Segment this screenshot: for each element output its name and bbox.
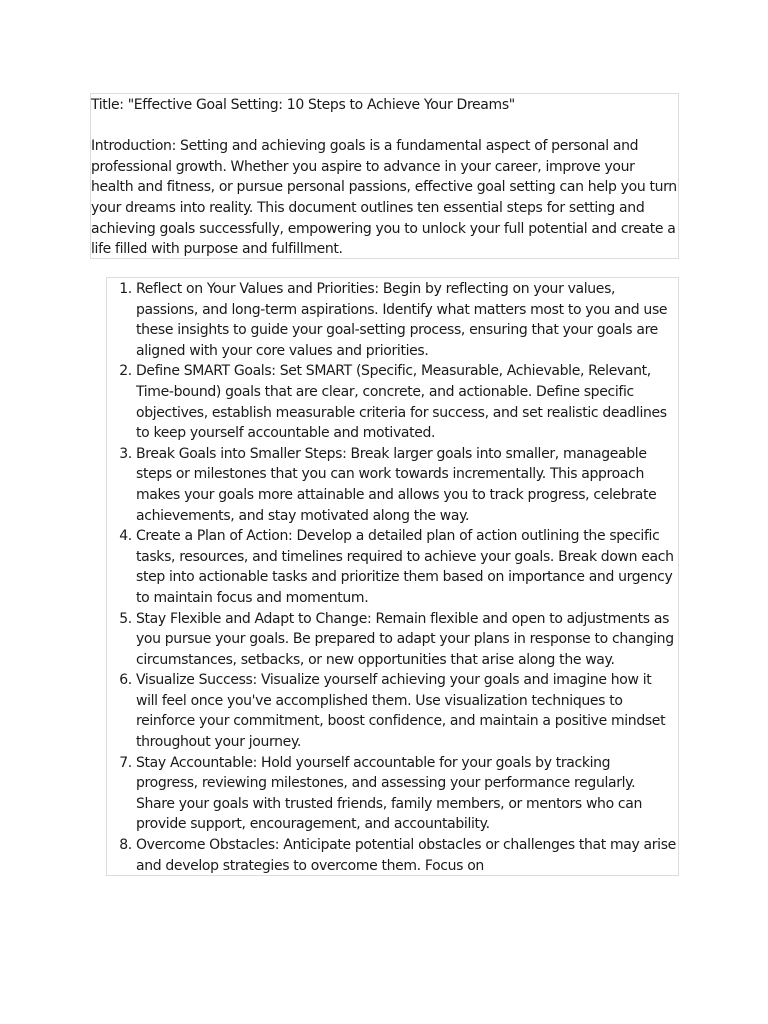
step-item-4: 4. Create a Plan of Action: Develop a detailed plan of action outlining the specific tasks, resources, and timelines required to achieve your goals. Break down each step into actionable tasks and prioritize them based on importance and urgency to maintain focus and momentum. <box>136 526 676 608</box>
document-title: Title: "Effective Goal Setting: 10 Steps to Achieve Your Dreams" <box>91 97 515 113</box>
paragraph-gap <box>91 116 678 137</box>
step-item-7: 7. Stay Accountable: Hold yourself accountable for your goals by tracking progress, reviewing milestones, and assessing your performance regularly. Share your goals with trusted friends, family members, or mentors who can provide support, encouragement, and accountability. <box>136 753 676 835</box>
step-item-2: 2. Define SMART Goals: Set SMART (Specific, Measurable, Achievable, Relevant, Time-bound) goals that are clear, concrete, and actionable. Define specific objectives, establish measurable criteria for success, and set realistic deadlines to keep yourself accountable and motivated. <box>136 361 676 443</box>
step-item-1: 1. Reflect on Your Values and Priorities: Begin by reflecting on your values, passions, and long-term aspirations. Identify what matters most to you and use these insights to guide your goal-setting process, ensuring that your goals are aligned with your core values and priorities. <box>136 279 676 361</box>
steps-list <box>107 279 676 876</box>
step-item-5: 5. Stay Flexible and Adapt to Change: Remain flexible and open to adjustments as you pursue your goals. Be prepared to adapt your plans in response to changing circumstances, setbacks, or new opportunities that arise along the way. <box>136 609 676 671</box>
step-item-8: 8. Overcome Obstacles: Anticipate potential obstacles or challenges that may arise and develop strategies to overcome them. Focus on <box>136 835 676 876</box>
step-item-6: 6. Visualize Success: Visualize yourself achieving your goals and imagine how it will feel once you've accomplished them. Use visualization techniques to reinforce your commitment, boost confidence, and maintain a positive mindset throughout your journey. <box>136 670 676 752</box>
step-item-3: 3. Break Goals into Smaller Steps: Break larger goals into smaller, manageable steps or milestones that you can work towards incrementally. This approach makes your goals more attainable and allows you to track progress, celebrate achievements, and stay motivated along the way. <box>136 444 676 526</box>
steps-text-block <box>106 277 679 876</box>
introduction-paragraph: Introduction: Setting and achieving goals is a fundamental aspect of personal and professional growth. Whether you aspire to advance in your career, improve your health and fitness, or pursue personal passions, effective goal setting can help you turn your dreams into reality. This document outlines ten essential steps for setting and achieving goals successfully, empowering you to unlock your full potential and create a life filled with purpose and fulfillment. <box>91 138 677 258</box>
intro-text-block <box>90 93 679 259</box>
